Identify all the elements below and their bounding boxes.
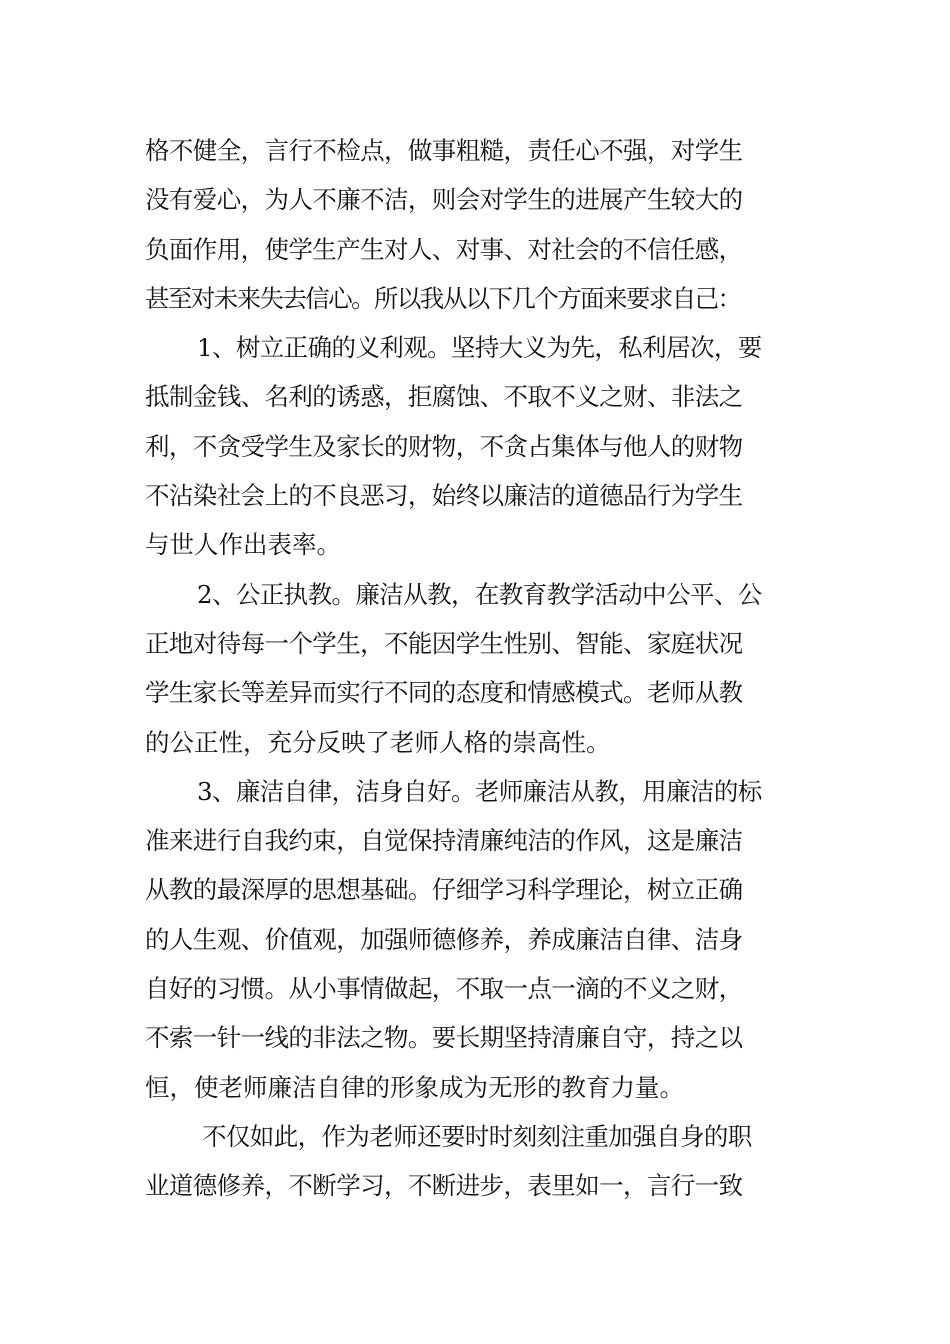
text-line: 的人生观、价值观，加强师德修养，养成廉洁自律、洁身 [145,924,743,954]
text-line: 业道德修养，不断学习，不断进步，表里如一，言行一致 [145,1171,743,1201]
text-line: 正地对待每一个学生，不能因学生性别、智能、家庭状况 [145,628,743,658]
text-line: 1、树立正确的义利观。坚持大义为先，私利居次，要 [197,333,762,363]
text-line: 自好的习惯。从小事情做起，不取一点一滴的不义之财， [145,974,743,1004]
text-line: 格不健全，言行不检点，做事粗糙，责任心不强，对学生 [145,136,743,165]
text-line: 的公正性，充分反映了老师人格的崇高性。 [145,727,611,757]
text-line: 恒，使老师廉洁自律的形象成为无形的教育力量。 [145,1072,684,1102]
text-line: 准来进行自我约束，自觉保持清廉纯洁的作风，这是廉洁 [145,826,743,856]
text-line: 不索一针一线的非法之物。要长期坚持清廉自守，持之以 [145,1023,743,1053]
text-line: 学生家长等差异而实行不同的态度和情感模式。老师从教 [145,678,743,708]
text-line: 抵制金钱、名利的诱惑，拒腐蚀、不取不义之财、非法之 [145,382,743,412]
text-line: 负面作用，使学生产生对人、对事、对社会的不信任感， [145,234,743,264]
text-line: 不仅如此，作为老师还要时时刻刻注重加强自身的职 [202,1121,752,1151]
text-line: 2、公正执教。廉洁从教，在教育教学活动中公平、公 [197,579,762,609]
text-line: 甚至对未来失去信心。所以我从以下几个方面来要求自己： [145,283,741,313]
text-line: 3、廉洁自律，洁身自好。老师廉洁从教，用廉洁的标 [197,776,762,806]
text-line: 不沾染社会上的不良恶习，始终以廉洁的道德品行为学生 [145,481,743,511]
text-line: 从教的最深厚的思想基础。仔细学习科学理论，树立正确 [145,875,743,905]
body-text [145,126,810,1211]
text-line: 利，不贪受学生及家长的财物，不贪占集体与他人的财物 [145,431,743,461]
text-line: 与世人作出表率。 [145,530,341,560]
text-line: 没有爱心，为人不廉不洁，则会对学生的进展产生较大的 [145,185,743,215]
